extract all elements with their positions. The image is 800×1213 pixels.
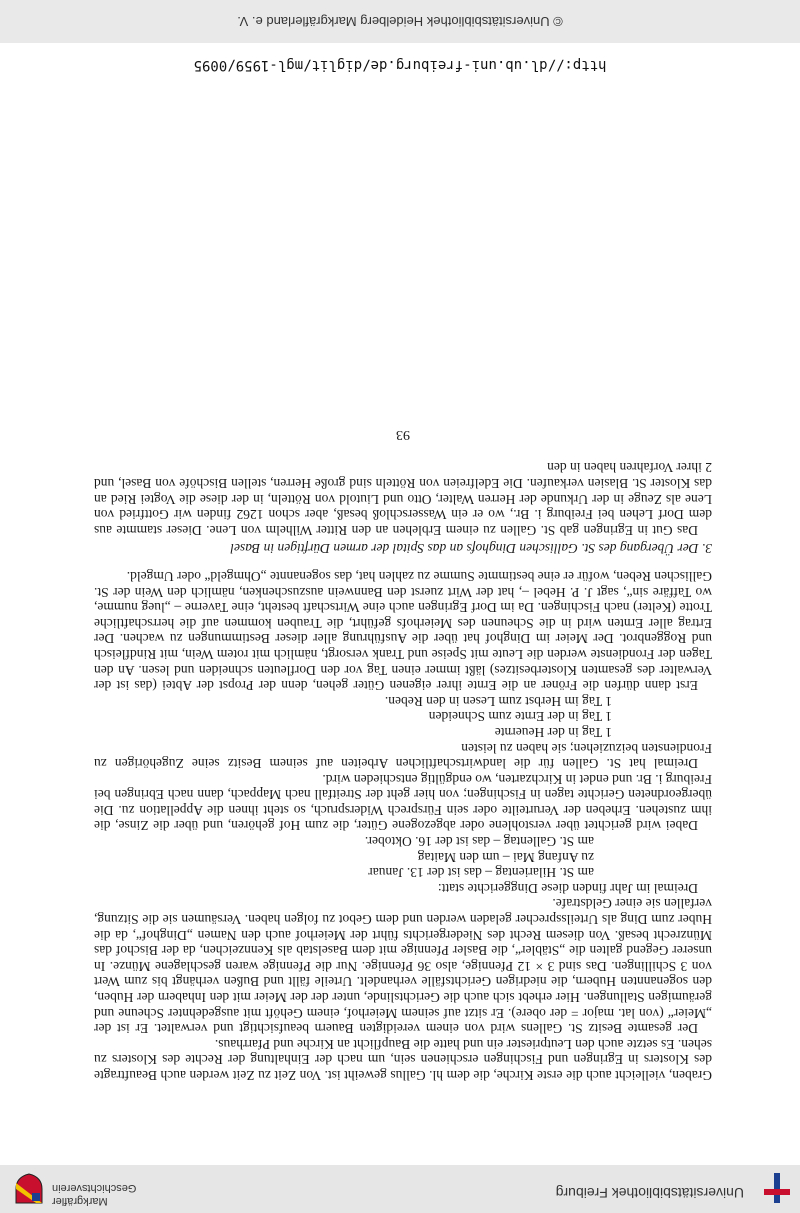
page-text (94, 426, 712, 1083)
document-page (0, 43, 800, 1165)
list-item: am St. Hilarientag – das ist der 13. Januar (368, 865, 594, 881)
paragraph: Der gesamte Besitz St. Gallens wird von einem vereidigten Bauern beaufsichtigt und verwaltet. Er ist der „Meier“ (von lat. major = der obere). Er sitzt auf seinem Meierhof, einem Gehöft mit ausgedehnter Scheune und geräumigen Stallungen. Hier erhebt sich auch die Gerichtslinde, unter der der Meier mit den Inhabern der Huben, den sogenannten Hubern, die niedrigen Gerichtsfälle verhandelt. Urteile fällt und Bußen verhängt bis zum Wert von 3 Schillingen. Das sind 3 × 12 Pfennige, also 36 Pfennige. Nur die Pfennige waren geschlagene Münze. In unserer Gegend galten die „Stäbler“, die Basler Pfennige mit dem Baselstab als Kennzeichen, da der Bischof das Münzrecht besaß. Von diesem Recht des Niedergerichts führt der Meierhof auch den Namen „Dinghof“, da die Huber zum Ding als Urteilssprecher geladen werden und dem Gebot zu folgen haben. Versäumen sie die Sitzung, verfallen sie einer Geldstrafe. (94, 896, 712, 1037)
header-bar (0, 1165, 800, 1213)
list-item: 1 Tag in der Heuernte (494, 724, 612, 740)
section-heading: 3. Der Übergang des St. Gallischen Dinghofs an das Spital der armen Dürftigen in Basel (230, 541, 712, 557)
fron-duties-list (94, 693, 612, 740)
coat-of-arms-icon (14, 1173, 44, 1205)
paragraph: Erst dann dürfen die Fröner an die Ernte ihrer eigenen Güter gehen, denn der Propst der Abtei (das ist der Verwalter des gesamten Klosterbesitzes) läßt immer einen Tag vor den Dorfleuten schneiden und lesen. An den Tagen der Frondienste werden die Leute mit Speise und Trank versorgt, nämlich mit rotem Wein, mit Rindfleisch und Roggenbrot. Der Meier im Dinghof hat über die Ausführung aller dieser Bestimmungen zu wachen. Der Ertrag aller Ernten wird in die Scheunen des Meierhofs geführt, die Trauben kommen auf die herrschaftliche Trotte (Kelter) nach Fischingen. Da im Dorf Egringen auch eine Wirtschaft besteht, eine Taverne – „lueg numme, wo Taffäre sin“, sagt J. P. Hebel –, hat der Wirt zuerst den Bannwein auszuschenken, nämlich den Wein der St. Gallischen Reben, wofür er eine bestimmte Summe zu zahlen hat, das sogenannte „Ohmgeld“ oder Umgeld. (94, 569, 712, 694)
list-item: 1 Tag im Herbst zum Lesen in den Reben. (384, 693, 612, 709)
paragraph: Dabei wird gerichtet über verstohlene oder abgezogene Güter, die zum Hof gehören, und über die Zinse, die ihm zustehen. Erheben der Verurteilte oder sein Fürsprech Widerspruch, so steht ihnen die Appellation zu. Die übergeordneten Gerichte tagen in Fischingen; von hier geht der Streitfall nach Mappach, dann nach Ebringen bei Freiburg i. Br. und endet in Kirchzarten, wo endgültig entschieden wird. (94, 771, 712, 834)
footer-source: © Universitätsbibliothek Heidelberg Markgräflerland e. V. (237, 14, 563, 29)
paragraph: Dreimal hat St. Gallen für die landwirtschaftlichen Arbeiten auf seinem Besitz seine Zugehörigen zu Frondiensten beizuziehen; sie haben zu leisten (94, 740, 712, 772)
court-dates-list (94, 834, 594, 881)
permalink-url[interactable]: http://dl.ub.uni-freiburg.de/diglit/mgl-1959/0095 (193, 57, 607, 73)
header-title: Universitätsbibliothek Freiburg (555, 1185, 744, 1201)
list-item: zu Anfang Mai – um den Maitag (417, 849, 594, 865)
ub-logo-icon (762, 1171, 792, 1205)
paragraph: Dreimal im Jahr finden diese Dinggerichte statt: (437, 880, 698, 896)
footer-bar (0, 0, 800, 43)
paragraph: Das Gut in Egringen gab St. Gallen zu einem Erblehen an den Ritter Wilhelm von Lene. Dieser stammte aus dem Dorf Lehen bei Freiburg i. Br., wo er ein Wasserschloß besaß, aber schon 1262 finden wir Gottfried von Lene als Zeuge in der Urkunde der Herren Walter, Otto und Liutold von Rötteln, in der diese die Vogtei Ried an das Kloster St. Blasien verkaufen. Die Edelfreien von Rötteln sind große Herren, stellen Bischöfe von Basel, und 2 ihrer Vorfahren haben in den (94, 460, 712, 538)
page-number: 93 (396, 426, 410, 442)
header-org: Markgräfler Geschichtsverein (52, 1182, 137, 1207)
paragraph: Graben, vielleicht auch die erste Kirche, die dem hl. Gallus geweiht ist. Von Zeit zu Zeit werden auch Beauftragte des Klosters in Egringen und Fischingen erschienen sein, um nach der Einhaltung der Rechte des Klosters zu sehen. Es setzte auch den Leutpriester ein und hatte die Baupflicht an Kirche und Pfarrhaus. (94, 1036, 712, 1083)
list-item: 1 Tag in der Ernte zum Schneiden (428, 709, 612, 725)
list-item: am St. Gallentag – das ist der 16. Oktober. (364, 834, 594, 850)
